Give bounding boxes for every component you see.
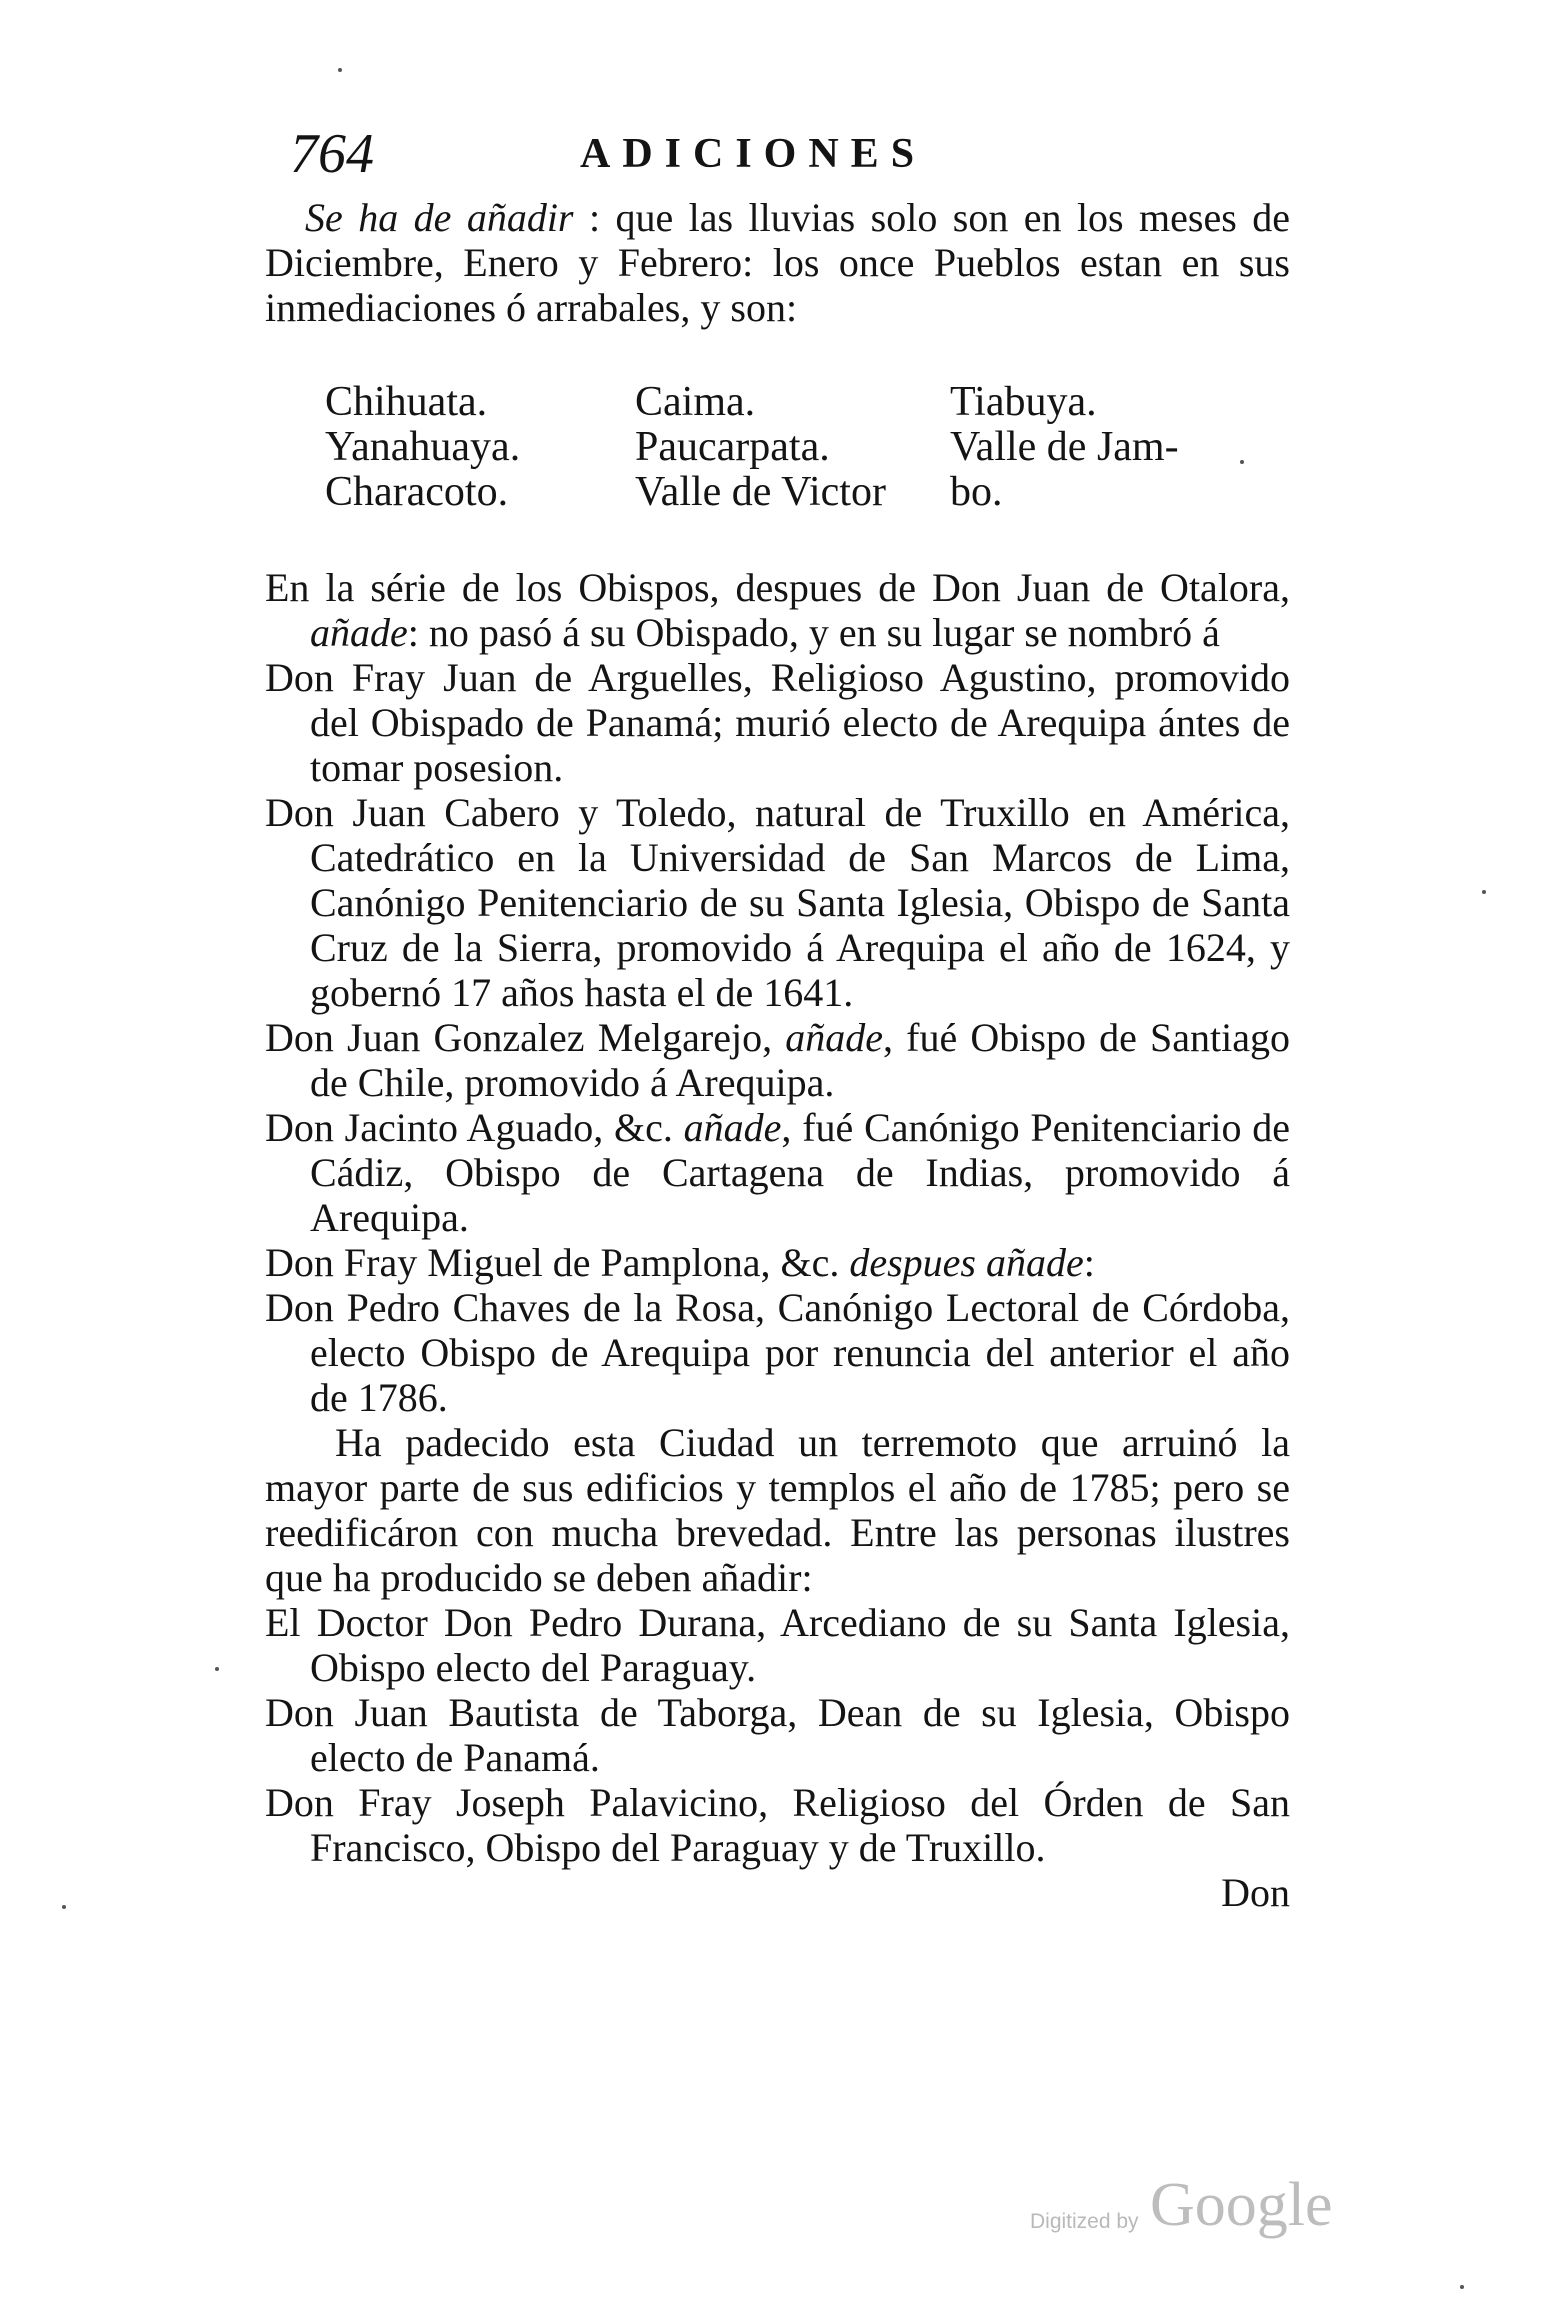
entry-text: : no pasó á su Obispado, y en su lugar se nombró á — [407, 610, 1220, 655]
bishop-entry — [265, 1015, 1290, 1105]
entry-text: Don Juan Gonzalez Melgarejo, — [265, 1015, 773, 1060]
city-paragraph: Ha padecido esta Ciudad un terremoto que arruinó la mayor parte de sus edificios y templos el año de 1785; pero se reedificáron con mucha brevedad. Entre las personas ilustres que ha producido se deben añadir: — [265, 1420, 1290, 1600]
page-header — [290, 122, 1290, 192]
ink-speck — [1460, 2285, 1464, 2289]
entry-text: Don Pedro Chaves de la Rosa, Canónigo Lectoral de Córdoba, electo Obispo de Arequipa por renuncia del anterior el año de 1786. — [265, 1285, 1290, 1420]
ink-speck — [62, 1905, 66, 1909]
notable-entry: El Doctor Don Pedro Durana, Arcediano de su Santa Iglesia, Obispo electo del Paraguay. — [265, 1600, 1290, 1690]
town-list — [325, 380, 1290, 515]
ink-speck — [215, 1667, 219, 1671]
entry-text: Don Fray Miguel de Pamplona, &c. — [265, 1240, 840, 1285]
bishop-entry — [265, 1105, 1290, 1240]
stamp-label: Digitized by — [1030, 2210, 1139, 2233]
entry-italic: despues añade — [849, 1240, 1084, 1285]
entry-text: Don Juan Cabero y Toledo, natural de Truxillo en América, Catedrático en la Universidad de San Marcos de Lima, Canónigo Penitenciario de su Santa Iglesia, Obispo de Santa Cruz de la Sierra, promovido á Arequipa el año de 1624, y gobernó 17 años hasta el de 1641. — [265, 790, 1290, 1015]
ink-speck — [1482, 890, 1486, 894]
bishop-entry — [265, 655, 1290, 790]
page-body — [265, 195, 1290, 1915]
town-item: Valle de Victor — [635, 469, 886, 515]
intro-rest: : que las lluvias solo son en los meses de Diciembre, Enero y Febrero: los once Pueblos estan en sus inmediaciones ó arrabales, y son: — [265, 195, 1291, 330]
town-item: Chihuata. — [325, 379, 488, 425]
bishop-entries — [265, 565, 1290, 1915]
town-item: Paucarpata. — [635, 424, 830, 470]
intro-lead: Se ha de añadir — [305, 195, 574, 240]
entry-text: Don Jacinto Aguado, &c. — [265, 1105, 673, 1150]
entry-italic: añade — [683, 1105, 782, 1150]
ink-speck — [1240, 460, 1244, 464]
entry-text: , fué Obispo de Santiago de Chile, promovido á Arequipa. — [310, 1015, 1290, 1105]
bishop-entry — [265, 565, 1290, 655]
running-head: ADICIONES — [580, 131, 927, 177]
town-item: bo. — [950, 469, 1003, 515]
digitized-stamp — [1030, 2170, 1360, 2250]
entry-italic: añade — [310, 610, 408, 655]
town-item: Caima. — [635, 379, 756, 425]
bishop-entry — [265, 1240, 1290, 1285]
entry-text: , fué Canónigo Penitenciario de Cádiz, Obispo de Cartagena de Indias, promovido á Arequipa. — [310, 1105, 1290, 1240]
entry-text: En la série de los Obispos, despues de Don Juan de Otalora, — [265, 565, 1290, 610]
notable-entry: Don Fray Joseph Palavicino, Religioso del Órden de San Francisco, Obispo del Paraguay y de Truxillo. — [265, 1780, 1290, 1870]
ink-speck — [338, 68, 342, 72]
google-logo: Google — [1150, 2171, 1333, 2239]
notable-entry: Don Juan Bautista de Taborga, Dean de su Iglesia, Obispo electo de Panamá. — [265, 1690, 1290, 1780]
town-item: Valle de Jam- — [950, 424, 1179, 470]
town-item: Characoto. — [325, 469, 509, 515]
entry-italic: añade — [785, 1015, 883, 1060]
bishop-entry — [265, 790, 1290, 1015]
entry-text: : — [1083, 1240, 1095, 1285]
page-number: 764 — [290, 123, 374, 185]
bishop-entry — [265, 1285, 1290, 1420]
town-item: Tiabuya. — [950, 379, 1097, 425]
town-item: Yanahuaya. — [325, 424, 521, 470]
entry-text: Don Fray Juan de Arguelles, Religioso Agustino, promovido del Obispado de Panamá; murió electo de Arequipa ántes de tomar posesion. — [265, 655, 1290, 790]
intro-paragraph — [265, 195, 1290, 330]
catchword: Don — [1221, 1870, 1290, 1915]
